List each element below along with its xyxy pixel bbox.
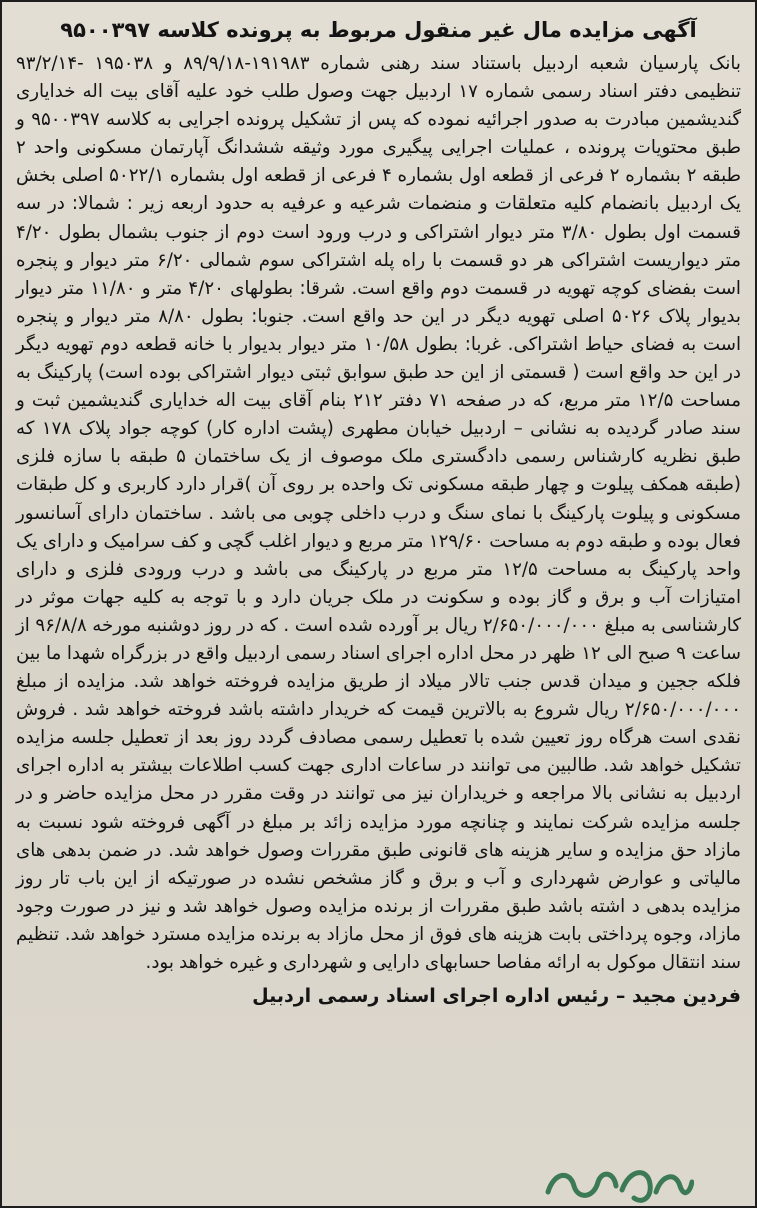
handwritten-mark bbox=[544, 1152, 694, 1208]
notice-body: بانک پارسیان شعبه اردبیل باستناد سند رهنی شماره ۱۹۱۹۸۳-۸۹/۹/۱۸ و ۱۹۵۰۳۸ -۹۳/۲/۱۴ تنظیمی دفتر اسناد رسمی شماره ۱۷ اردبیل جهت وصول طلب خود علیه آقای بیت اله خدایاری گندیشمین مبادرت به صدور اجرائیه نموده که پس از تشکیل پرونده اجرایی به کلاسه ۹۵۰۰۳۹۷ و طبق محتویات پرونده ، عملیات اجرایی پیگیری مورد وثیقه ششدانگ آپارتمان مسکونی واحد ۲ طبقه ۲ بشماره ۲ فرعی از قطعه اول بشماره ۴ فرعی از قطعه اول بشماره ۵۰۲۲/۱ اصلی بخش یک اردبیل بانضمام کلیه متعلقات و منضمات شرعیه و عرفیه به حدود اربعه زیر : شمالا: در سه قسمت اول بطول ۳/۸۰ متر دیوار اشتراکی و درب ورود است دوم از جنوب بشمال بطول ۴/۲۰ متر دیواریست اشتراکی هر دو قسمت با راه پله اشتراکی سوم شمالی ۶/۲۰ متر دیوار و پنجره است بفضای کوچه تهویه در قسمت دوم واقع است. شرقا: بطولهای ۴/۲۰ متر و ۱۱/۸۰ متر دیوار بدیوار پلاک ۵۰۲۶ اصلی تهویه دیگر در این حد واقع است. جنوبا: بطول ۸/۸۰ متر دیوار و پنجره است به فضای حیاط اشتراکی. غربا: بطول ۱۰/۵۸ متر دیوار بدیوار با خانه قطعه دوم تهویه دیگر در این حد واقع است ( قسمتی از این حد طبق سوابق ثبتی دیوار اشتراکی بوده است) پارکینگ به مساحت ۱۲/۵ متر مربع، که در صفحه ۷۱ دفتر ۲۱۲ بنام آقای بیت اله خدایاری گندیشمین ثبت و سند صادر گردیده به نشانی – اردبیل خیابان مطهری (پشت اداره کار) کوچه جواد پلاک ۱۷۸ که طبق نظریه کارشناس رسمی دادگستری ملک موصوف از یک ساختمان ۵ طبقه با سازه فلزی (طبقه همکف پیلوت و چهار طبقه مسکونی تک واحده بر روی آن )قرار دارد کاربری و کل طبقات مسکونی و پیلوت پارکینگ با نمای سنگ و درب داخلی چوبی می باشد . ساختمان دارای آسانسور فعال بوده و طبقه دوم به مساحت ۱۲۹/۶۰ متر مربع و دیوار اغلب گچی و کف سرامیک و دارای یک واحد پارکینگ به مساحت ۱۲/۵ متر مربع در پارکینگ می باشد و درب ورودی فلزی و دارای امتیازات آب و برق و گاز بوده و سکونت در ملک جریان دارد و با توجه به کلیه جهات موثر در کارشناسی به مبلغ ۲/۶۵۰/۰۰۰/۰۰۰ ریال بر آورده شده است . که در روز دوشنبه مورخه ۹۶/۸/۸ از ساعت ۹ صبح الی ۱۲ ظهر در محل اداره اجرای اسناد رسمی اردبیل واقع در بزرگراه شهدا ما بین فلکه ججین و میدان قدس جنب تالار میلاد از طریق مزایده فروخته خواهد شد. مزایده از مبلغ ۲/۶۵۰/۰۰۰/۰۰۰ ریال شروع به بالاترین قیمت که خریدار داشته باشد فروخته خواهد شد . فروش نقدی است هرگاه روز تعیین شده با تعطیل رسمی مصادف گردد روز بعد از تعطیل جلسه مزایده تشکیل خواهد شد. طالبین می توانند در ساعات اداری جهت کسب اطلاعات بیشتر به اداره اجرای اردبیل به نشانی بالا مراجعه و خریداران نیز می توانند در وقت مقرر در محل مزایده حاضر و در جلسه مزایده شرکت نمایند و چنانچه مورد مزایده زائد بر مبلغ در آگهی فروخته شود نسبت به مازاد حق مزایده و سایر هزینه های قانونی طبق مقررات وصول خواهد شد. در ضمن بدهی های مالیاتی و عوارض شهرداری و آب و برق و گاز مشخص نشده در صورتیکه از این باب تار روز مزایده بدهی د اشته باشد طبق مقررات از برنده مزایده وصول خواهد شد و نیز در صورت وجود مازاد، وجوه پرداختی بابت هزینه های فوق از محل مازاد به برنده مزایده مسترد خواهد شد. تنظیم سند انتقال موکول به ارائه مفاصا حسابهای دارایی و شهرداری و غیره خواهد بود. bbox=[16, 53, 742, 973]
notice-signature: فردین مجید – رئیس اداره اجرای اسناد رسمی اردبیل bbox=[252, 985, 741, 1008]
notice-title: آگهی مزایده مال غیر منقول مربوط به پرونده کلاسه ۹۵۰۰۳۹۷ bbox=[60, 18, 697, 42]
auction-notice bbox=[16, 10, 741, 1206]
